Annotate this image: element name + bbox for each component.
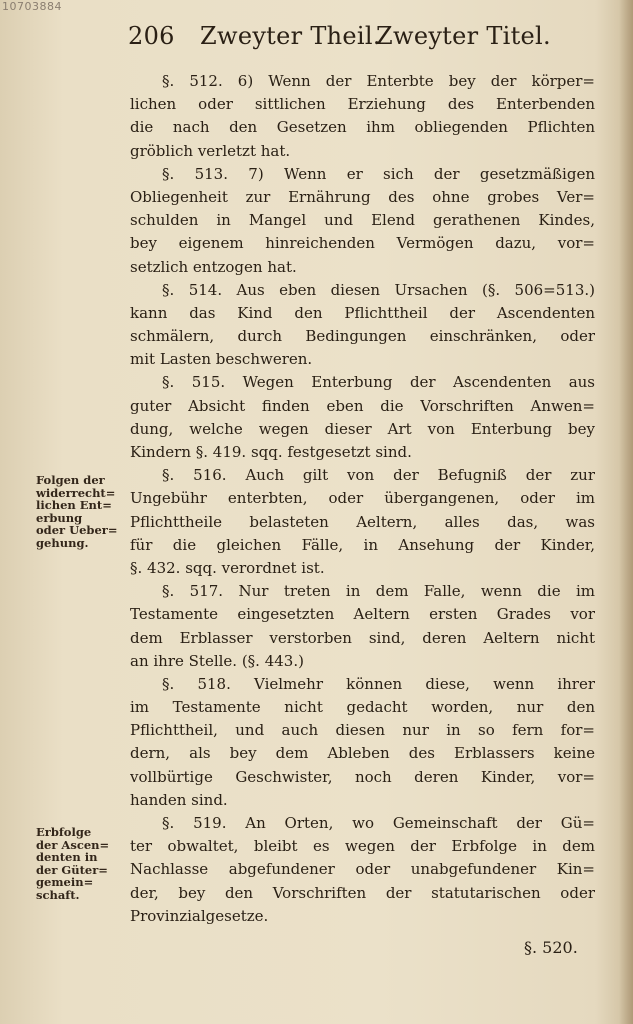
text-line: Provinzialgesetze. [130,906,269,925]
text-line: §. 513. 7) Wenn er sich der gesetzmäßigen [162,164,595,183]
margin-note-line: widerrecht= [36,485,116,500]
margin-note-consequences [36,474,122,549]
page-gutter-shadow [619,0,633,1024]
text-line: vollbürtige Geschwister, noch deren Kinder, vor= [130,767,595,786]
text-line: §. 518. Vielmehr können diese, wenn ihrer [162,674,595,693]
text-line: ter obwaltet, bleibt es wegen der Erbfolge in dem [130,837,595,856]
running-title-title: Zweyter Titel. [376,22,551,50]
text-line: bey eigenem hinreichenden Vermögen dazu, vor= [130,234,595,253]
text-line: Testamente eingesetzten Aeltern ersten Grades vor [130,605,595,624]
paragraph [130,812,595,928]
text-line: an ihre Stelle. (§. 443.) [130,651,304,670]
text-line: §. 517. Nur treten in dem Falle, wenn die im [162,582,595,601]
text-line: im Testamente nicht gedacht worden, nur den [130,698,595,717]
paragraph [130,673,595,812]
text-line: lichen oder sittlichen Erziehung des Enterbenden [130,95,595,114]
margin-note-line: der Güter= [36,862,108,877]
text-line: für die gleichen Fälle, in Ansehung der Kinder, [130,535,595,554]
paragraph [130,163,595,279]
text-line: §. 432. sqq. verordnet ist. [130,558,325,577]
page-number: 206 [128,22,175,50]
margin-note-line: schaft. [36,887,80,902]
text-line: mit Lasten beschweren. [130,350,313,369]
text-line: §. 512. 6) Wenn der Enterbte bey der körper= [162,72,595,90]
paragraph [130,580,595,673]
running-header [128,22,598,62]
margin-note-line: gehung. [36,535,89,550]
text-line: dern, als bey dem Ableben des Erblassers keine [130,744,595,763]
text-line: Nachlasse abgefundener oder unabgefundener Kin= [130,860,595,879]
paragraph [130,70,595,163]
paragraph [130,464,595,580]
text-line: dung, welche wegen dieser Art von Enterbung bey [130,419,595,438]
margin-note-succession [36,826,122,901]
library-stamp: 10703884 [2,0,62,13]
text-line: die nach den Gesetzen ihm obliegenden Pflichten [130,118,595,137]
margin-note-line: erbung [36,510,83,525]
text-line: §. 514. Aus eben diesen Ursachen (§. 506=513.) [162,280,595,299]
body-text [130,70,595,928]
running-title-part: Zweyter Theil. [200,22,381,50]
text-line: kann das Kind den Pflichttheil der Ascendenten [130,303,595,322]
text-line: Kindern §. 419. sqq. festgesetzt sind. [130,443,412,461]
margin-note-line: der Ascen= [36,837,110,852]
text-line: §. 515. Wegen Enterbung der Ascendenten aus [162,373,595,392]
text-line: guter Absicht finden eben die Vorschriften Anwen= [130,396,595,415]
margin-note-line: oder Ueber= [36,523,118,537]
text-line: Pflichttheil, und auch diesen nur in so fern for= [130,721,595,740]
margin-note-line: gemein= [36,875,94,889]
paragraph [130,279,595,372]
text-line: Obliegenheit zur Ernährung des ohne grobes Ver= [130,187,595,206]
margin-note-line: lichen Ent= [36,498,112,512]
text-line: gröblich verletzt hat. [130,141,291,160]
text-line: der, bey den Vorschriften der statutarischen oder [130,883,595,902]
catchword: §. 520. [524,938,578,957]
text-line: Pflichttheile belasteten Aeltern, alles das, was [130,512,595,531]
margin-note-line: Erbfolge [36,825,92,839]
text-line: §. 519. An Orten, wo Gemeinschaft der Gü= [162,814,595,832]
paragraph [130,371,595,464]
text-line: Ungebühr enterbten, oder übergangenen, oder im [130,489,595,508]
margin-note-line: Folgen der [36,473,105,487]
text-line: §. 516. Auch gilt von der Befugniß der zur [162,466,595,485]
text-line: schulden in Mangel und Elend gerathenen Kindes, [130,211,595,230]
text-line: dem Erblasser verstorben sind, deren Aeltern nicht [130,628,595,647]
margin-note-line: denten in [36,850,98,864]
text-line: handen sind. [130,790,228,809]
text-line: schmälern, durch Bedingungen einschränken, oder [130,327,595,346]
text-line: setzlich entzogen hat. [130,257,297,276]
